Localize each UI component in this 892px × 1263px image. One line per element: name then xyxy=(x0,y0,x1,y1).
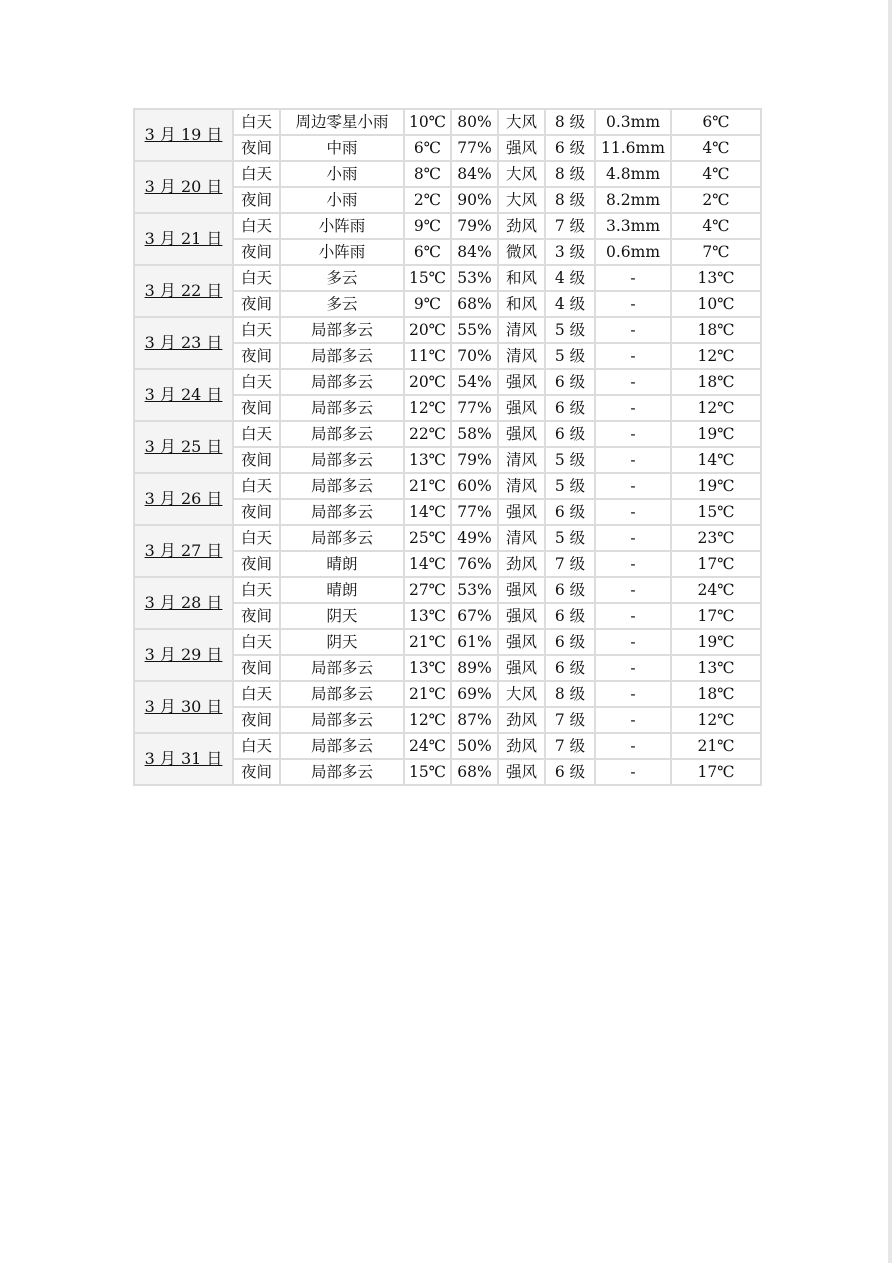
humidity-cell: 61% xyxy=(451,629,498,655)
precipitation-cell: - xyxy=(595,655,671,681)
humidity-cell: 68% xyxy=(451,291,498,317)
table-row xyxy=(134,265,761,291)
condition-cell: 晴朗 xyxy=(280,577,404,603)
feels-like-cell: 21℃ xyxy=(671,733,761,759)
date-cell: 3 月 30 日 xyxy=(134,681,233,733)
feels-like-cell: 18℃ xyxy=(671,317,761,343)
period-cell: 夜间 xyxy=(233,707,280,733)
precipitation-cell: - xyxy=(595,265,671,291)
table-row xyxy=(134,525,761,551)
feels-like-cell: 23℃ xyxy=(671,525,761,551)
condition-cell: 多云 xyxy=(280,291,404,317)
period-cell: 白天 xyxy=(233,577,280,603)
table-body xyxy=(134,109,761,785)
condition-cell: 晴朗 xyxy=(280,551,404,577)
temperature-cell: 2℃ xyxy=(404,187,451,213)
table-row xyxy=(134,109,761,135)
condition-cell: 小阵雨 xyxy=(280,239,404,265)
wind-cell: 微风 xyxy=(498,239,545,265)
temperature-cell: 9℃ xyxy=(404,213,451,239)
condition-cell: 中雨 xyxy=(280,135,404,161)
wind-cell: 强风 xyxy=(498,369,545,395)
humidity-cell: 67% xyxy=(451,603,498,629)
precipitation-cell: - xyxy=(595,447,671,473)
precipitation-cell: - xyxy=(595,707,671,733)
condition-cell: 小雨 xyxy=(280,161,404,187)
wind-level-cell: 6 级 xyxy=(545,421,595,447)
humidity-cell: 77% xyxy=(451,499,498,525)
temperature-cell: 14℃ xyxy=(404,551,451,577)
wind-level-cell: 5 级 xyxy=(545,317,595,343)
feels-like-cell: 12℃ xyxy=(671,707,761,733)
wind-cell: 大风 xyxy=(498,681,545,707)
precipitation-cell: - xyxy=(595,395,671,421)
wind-cell: 强风 xyxy=(498,759,545,785)
period-cell: 夜间 xyxy=(233,551,280,577)
weather-forecast-table xyxy=(133,108,762,786)
feels-like-cell: 10℃ xyxy=(671,291,761,317)
condition-cell: 小阵雨 xyxy=(280,213,404,239)
precipitation-cell: - xyxy=(595,525,671,551)
date-cell: 3 月 24 日 xyxy=(134,369,233,421)
wind-level-cell: 6 级 xyxy=(545,395,595,421)
temperature-cell: 13℃ xyxy=(404,603,451,629)
humidity-cell: 79% xyxy=(451,447,498,473)
condition-cell: 局部多云 xyxy=(280,473,404,499)
condition-cell: 局部多云 xyxy=(280,343,404,369)
temperature-cell: 15℃ xyxy=(404,759,451,785)
wind-cell: 大风 xyxy=(498,109,545,135)
humidity-cell: 70% xyxy=(451,343,498,369)
temperature-cell: 21℃ xyxy=(404,473,451,499)
precipitation-cell: - xyxy=(595,681,671,707)
wind-level-cell: 6 级 xyxy=(545,759,595,785)
period-cell: 白天 xyxy=(233,681,280,707)
humidity-cell: 49% xyxy=(451,525,498,551)
precipitation-cell: 0.3mm xyxy=(595,109,671,135)
wind-level-cell: 5 级 xyxy=(545,447,595,473)
period-cell: 白天 xyxy=(233,629,280,655)
temperature-cell: 22℃ xyxy=(404,421,451,447)
wind-cell: 强风 xyxy=(498,655,545,681)
feels-like-cell: 13℃ xyxy=(671,655,761,681)
humidity-cell: 55% xyxy=(451,317,498,343)
table-row xyxy=(134,369,761,395)
wind-cell: 强风 xyxy=(498,421,545,447)
feels-like-cell: 12℃ xyxy=(671,395,761,421)
humidity-cell: 84% xyxy=(451,161,498,187)
precipitation-cell: 11.6mm xyxy=(595,135,671,161)
wind-level-cell: 5 级 xyxy=(545,473,595,499)
condition-cell: 小雨 xyxy=(280,187,404,213)
temperature-cell: 20℃ xyxy=(404,369,451,395)
wind-cell: 强风 xyxy=(498,629,545,655)
precipitation-cell: - xyxy=(595,551,671,577)
period-cell: 夜间 xyxy=(233,187,280,213)
condition-cell: 周边零星小雨 xyxy=(280,109,404,135)
condition-cell: 局部多云 xyxy=(280,681,404,707)
feels-like-cell: 2℃ xyxy=(671,187,761,213)
period-cell: 夜间 xyxy=(233,447,280,473)
wind-cell: 强风 xyxy=(498,577,545,603)
wind-level-cell: 8 级 xyxy=(545,681,595,707)
condition-cell: 局部多云 xyxy=(280,395,404,421)
period-cell: 夜间 xyxy=(233,239,280,265)
period-cell: 白天 xyxy=(233,421,280,447)
condition-cell: 局部多云 xyxy=(280,707,404,733)
wind-level-cell: 7 级 xyxy=(545,707,595,733)
wind-level-cell: 7 级 xyxy=(545,551,595,577)
precipitation-cell: - xyxy=(595,473,671,499)
feels-like-cell: 24℃ xyxy=(671,577,761,603)
feels-like-cell: 6℃ xyxy=(671,109,761,135)
period-cell: 白天 xyxy=(233,109,280,135)
condition-cell: 多云 xyxy=(280,265,404,291)
wind-level-cell: 5 级 xyxy=(545,343,595,369)
feels-like-cell: 12℃ xyxy=(671,343,761,369)
wind-cell: 清风 xyxy=(498,473,545,499)
condition-cell: 局部多云 xyxy=(280,759,404,785)
temperature-cell: 6℃ xyxy=(404,135,451,161)
condition-cell: 局部多云 xyxy=(280,655,404,681)
period-cell: 夜间 xyxy=(233,603,280,629)
temperature-cell: 25℃ xyxy=(404,525,451,551)
wind-cell: 强风 xyxy=(498,395,545,421)
precipitation-cell: - xyxy=(595,577,671,603)
feels-like-cell: 18℃ xyxy=(671,369,761,395)
period-cell: 白天 xyxy=(233,525,280,551)
wind-cell: 强风 xyxy=(498,499,545,525)
temperature-cell: 14℃ xyxy=(404,499,451,525)
wind-cell: 和风 xyxy=(498,291,545,317)
period-cell: 夜间 xyxy=(233,291,280,317)
wind-level-cell: 8 级 xyxy=(545,187,595,213)
feels-like-cell: 17℃ xyxy=(671,551,761,577)
condition-cell: 局部多云 xyxy=(280,317,404,343)
humidity-cell: 90% xyxy=(451,187,498,213)
feels-like-cell: 17℃ xyxy=(671,603,761,629)
feels-like-cell: 14℃ xyxy=(671,447,761,473)
period-cell: 白天 xyxy=(233,317,280,343)
period-cell: 白天 xyxy=(233,733,280,759)
temperature-cell: 11℃ xyxy=(404,343,451,369)
wind-level-cell: 7 级 xyxy=(545,733,595,759)
wind-level-cell: 6 级 xyxy=(545,603,595,629)
wind-level-cell: 8 级 xyxy=(545,161,595,187)
wind-level-cell: 4 级 xyxy=(545,265,595,291)
date-cell: 3 月 23 日 xyxy=(134,317,233,369)
period-cell: 夜间 xyxy=(233,395,280,421)
wind-cell: 劲风 xyxy=(498,213,545,239)
date-cell: 3 月 21 日 xyxy=(134,213,233,265)
date-cell: 3 月 26 日 xyxy=(134,473,233,525)
precipitation-cell: - xyxy=(595,317,671,343)
wind-level-cell: 6 级 xyxy=(545,629,595,655)
wind-cell: 清风 xyxy=(498,343,545,369)
temperature-cell: 24℃ xyxy=(404,733,451,759)
precipitation-cell: - xyxy=(595,421,671,447)
wind-cell: 劲风 xyxy=(498,551,545,577)
temperature-cell: 12℃ xyxy=(404,395,451,421)
wind-cell: 清风 xyxy=(498,317,545,343)
humidity-cell: 77% xyxy=(451,135,498,161)
precipitation-cell: - xyxy=(595,603,671,629)
humidity-cell: 84% xyxy=(451,239,498,265)
temperature-cell: 9℃ xyxy=(404,291,451,317)
wind-cell: 和风 xyxy=(498,265,545,291)
humidity-cell: 50% xyxy=(451,733,498,759)
page-edge xyxy=(888,0,892,1263)
wind-cell: 清风 xyxy=(498,447,545,473)
date-cell: 3 月 29 日 xyxy=(134,629,233,681)
humidity-cell: 76% xyxy=(451,551,498,577)
period-cell: 夜间 xyxy=(233,499,280,525)
table-row xyxy=(134,577,761,603)
date-cell: 3 月 25 日 xyxy=(134,421,233,473)
period-cell: 白天 xyxy=(233,265,280,291)
condition-cell: 局部多云 xyxy=(280,525,404,551)
period-cell: 白天 xyxy=(233,473,280,499)
humidity-cell: 53% xyxy=(451,265,498,291)
condition-cell: 局部多云 xyxy=(280,499,404,525)
feels-like-cell: 17℃ xyxy=(671,759,761,785)
feels-like-cell: 7℃ xyxy=(671,239,761,265)
condition-cell: 阴天 xyxy=(280,629,404,655)
precipitation-cell: 0.6mm xyxy=(595,239,671,265)
table-row xyxy=(134,733,761,759)
humidity-cell: 54% xyxy=(451,369,498,395)
temperature-cell: 6℃ xyxy=(404,239,451,265)
wind-cell: 清风 xyxy=(498,525,545,551)
table-row xyxy=(134,317,761,343)
temperature-cell: 13℃ xyxy=(404,655,451,681)
date-cell: 3 月 27 日 xyxy=(134,525,233,577)
period-cell: 夜间 xyxy=(233,135,280,161)
wind-level-cell: 6 级 xyxy=(545,135,595,161)
precipitation-cell: 3.3mm xyxy=(595,213,671,239)
table-row xyxy=(134,161,761,187)
precipitation-cell: - xyxy=(595,343,671,369)
humidity-cell: 60% xyxy=(451,473,498,499)
humidity-cell: 89% xyxy=(451,655,498,681)
precipitation-cell: - xyxy=(595,629,671,655)
table-row xyxy=(134,629,761,655)
humidity-cell: 80% xyxy=(451,109,498,135)
temperature-cell: 20℃ xyxy=(404,317,451,343)
precipitation-cell: - xyxy=(595,369,671,395)
temperature-cell: 27℃ xyxy=(404,577,451,603)
humidity-cell: 69% xyxy=(451,681,498,707)
temperature-cell: 12℃ xyxy=(404,707,451,733)
temperature-cell: 8℃ xyxy=(404,161,451,187)
wind-cell: 劲风 xyxy=(498,707,545,733)
wind-cell: 大风 xyxy=(498,187,545,213)
humidity-cell: 79% xyxy=(451,213,498,239)
date-cell: 3 月 22 日 xyxy=(134,265,233,317)
period-cell: 白天 xyxy=(233,369,280,395)
wind-level-cell: 6 级 xyxy=(545,369,595,395)
temperature-cell: 13℃ xyxy=(404,447,451,473)
condition-cell: 局部多云 xyxy=(280,733,404,759)
temperature-cell: 21℃ xyxy=(404,629,451,655)
precipitation-cell: - xyxy=(595,291,671,317)
precipitation-cell: 8.2mm xyxy=(595,187,671,213)
feels-like-cell: 18℃ xyxy=(671,681,761,707)
wind-level-cell: 6 级 xyxy=(545,499,595,525)
wind-level-cell: 3 级 xyxy=(545,239,595,265)
condition-cell: 局部多云 xyxy=(280,447,404,473)
condition-cell: 阴天 xyxy=(280,603,404,629)
humidity-cell: 87% xyxy=(451,707,498,733)
feels-like-cell: 19℃ xyxy=(671,421,761,447)
period-cell: 白天 xyxy=(233,213,280,239)
table-row xyxy=(134,681,761,707)
period-cell: 白天 xyxy=(233,161,280,187)
wind-level-cell: 5 级 xyxy=(545,525,595,551)
period-cell: 夜间 xyxy=(233,759,280,785)
table-row xyxy=(134,473,761,499)
wind-level-cell: 8 级 xyxy=(545,109,595,135)
period-cell: 夜间 xyxy=(233,655,280,681)
wind-cell: 大风 xyxy=(498,161,545,187)
feels-like-cell: 4℃ xyxy=(671,161,761,187)
temperature-cell: 21℃ xyxy=(404,681,451,707)
temperature-cell: 15℃ xyxy=(404,265,451,291)
humidity-cell: 58% xyxy=(451,421,498,447)
table-row xyxy=(134,213,761,239)
precipitation-cell: - xyxy=(595,499,671,525)
temperature-cell: 10℃ xyxy=(404,109,451,135)
precipitation-cell: 4.8mm xyxy=(595,161,671,187)
feels-like-cell: 15℃ xyxy=(671,499,761,525)
wind-level-cell: 6 级 xyxy=(545,577,595,603)
wind-cell: 强风 xyxy=(498,603,545,629)
date-cell: 3 月 28 日 xyxy=(134,577,233,629)
wind-cell: 劲风 xyxy=(498,733,545,759)
wind-level-cell: 6 级 xyxy=(545,655,595,681)
humidity-cell: 68% xyxy=(451,759,498,785)
condition-cell: 局部多云 xyxy=(280,421,404,447)
precipitation-cell: - xyxy=(595,759,671,785)
feels-like-cell: 4℃ xyxy=(671,213,761,239)
table-row xyxy=(134,421,761,447)
date-cell: 3 月 31 日 xyxy=(134,733,233,785)
condition-cell: 局部多云 xyxy=(280,369,404,395)
date-cell: 3 月 20 日 xyxy=(134,161,233,213)
wind-level-cell: 7 级 xyxy=(545,213,595,239)
humidity-cell: 77% xyxy=(451,395,498,421)
humidity-cell: 53% xyxy=(451,577,498,603)
feels-like-cell: 19℃ xyxy=(671,473,761,499)
wind-cell: 强风 xyxy=(498,135,545,161)
feels-like-cell: 19℃ xyxy=(671,629,761,655)
feels-like-cell: 4℃ xyxy=(671,135,761,161)
precipitation-cell: - xyxy=(595,733,671,759)
date-cell: 3 月 19 日 xyxy=(134,109,233,161)
wind-level-cell: 4 级 xyxy=(545,291,595,317)
period-cell: 夜间 xyxy=(233,343,280,369)
feels-like-cell: 13℃ xyxy=(671,265,761,291)
